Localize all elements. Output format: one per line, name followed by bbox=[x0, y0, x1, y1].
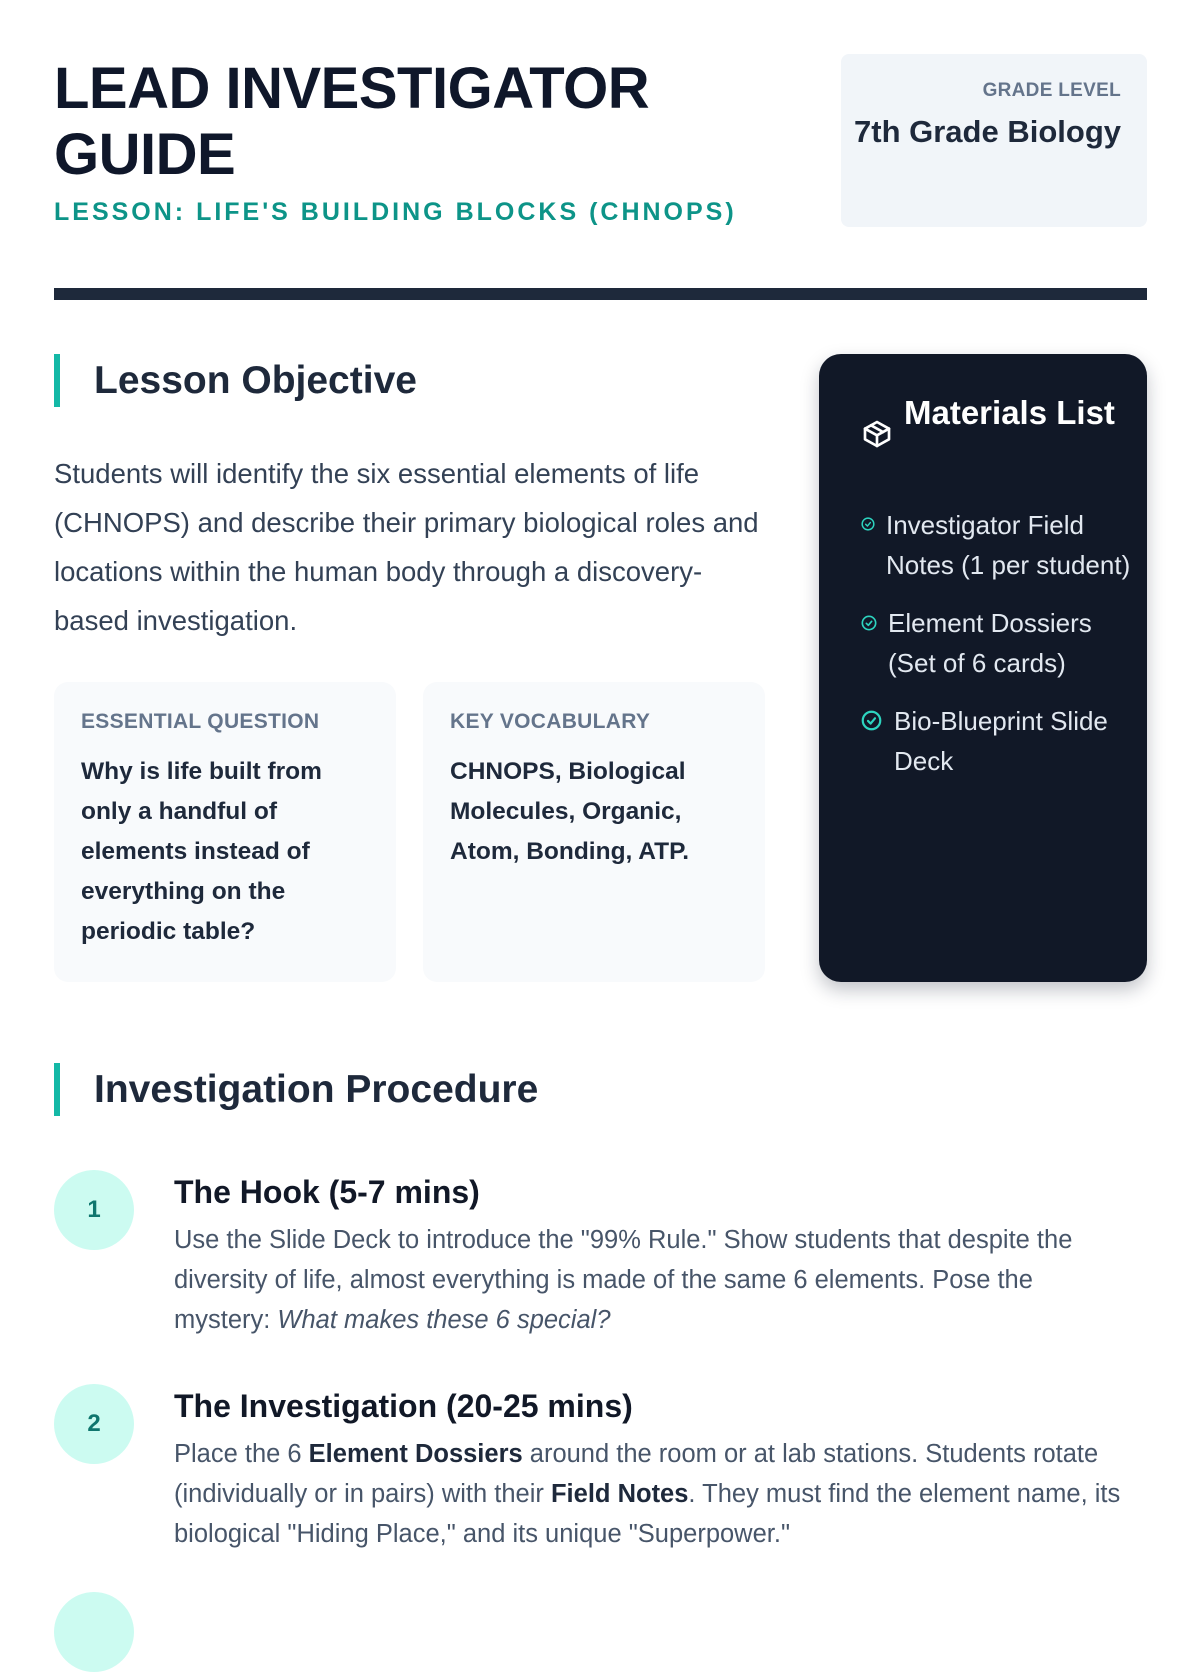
step-number-badge: 1 bbox=[54, 1170, 134, 1250]
lesson-objective-text: Students will identify the six essential elements of life (CHNOPS) and describe their primary biological roles and locations within the human body through a discovery-based investigation. bbox=[54, 458, 759, 636]
step-description-emphasis: What makes these 6 special? bbox=[277, 1306, 611, 1334]
grade-level-box bbox=[841, 54, 1147, 227]
key-vocabulary-text: CHNOPS, Biological Molecules, Organic, Atom, Bonding, ATP. bbox=[450, 758, 690, 865]
materials-item bbox=[861, 603, 1131, 683]
grade-level-value: 7th Grade Biology bbox=[854, 114, 1121, 149]
materials-title: Materials List bbox=[904, 394, 1115, 431]
materials-items bbox=[861, 505, 1131, 799]
guide-header bbox=[54, 54, 1147, 230]
materials-item-text: Investigator Field Notes (1 per student) bbox=[886, 510, 1131, 580]
step-description-text: around the room or at lab stations. Students rotate (individually or in pairs) with their bbox=[174, 1440, 1099, 1508]
step-number-badge: 2 bbox=[54, 1384, 134, 1464]
materials-item bbox=[861, 701, 1131, 781]
step-description-text: Use the Slide Deck to introduce the "99% Rule." Show students that despite the diversity of life, almost everything is made of the same 6 elements. Pose the mystery: bbox=[174, 1226, 1073, 1334]
investigation-procedure-heading: Investigation Procedure bbox=[54, 1063, 538, 1116]
key-vocabulary-card bbox=[423, 682, 765, 982]
step-number-badge-partial bbox=[54, 1592, 134, 1672]
step-description-bold: Element Dossiers bbox=[308, 1440, 523, 1468]
essential-question-text: Why is life built from only a handful of elements instead of everything on the periodic table? bbox=[81, 758, 322, 945]
essential-question-card bbox=[54, 682, 396, 982]
step-title: The Hook (5-7 mins) bbox=[174, 1174, 480, 1210]
step-description-text: Place the 6 bbox=[174, 1440, 309, 1468]
materials-header bbox=[861, 390, 1117, 486]
check-circle-icon bbox=[861, 710, 882, 731]
page-title: LEAD INVESTIGATOR GUIDE bbox=[54, 56, 650, 187]
box-icon bbox=[861, 418, 893, 450]
key-vocabulary-label: KEY VOCABULARY bbox=[450, 710, 651, 733]
step-description-text: . They must find the element name, its biological "Hiding Place," and its unique "Superpower." bbox=[174, 1480, 1121, 1548]
grade-level-label: GRADE LEVEL bbox=[982, 80, 1121, 101]
materials-item-text: Bio-Blueprint Slide Deck bbox=[894, 706, 1108, 776]
step-description-bold: Field Notes bbox=[550, 1480, 689, 1508]
materials-item-text: Element Dossiers (Set of 6 cards) bbox=[888, 608, 1092, 678]
step-description bbox=[174, 1434, 1129, 1554]
lesson-objective-heading: Lesson Objective bbox=[54, 354, 417, 407]
essential-question-label: ESSENTIAL QUESTION bbox=[81, 710, 320, 733]
materials-item bbox=[861, 505, 1131, 585]
lesson-subtitle: LESSON: LIFE'S BUILDING BLOCKS (CHNOPS) bbox=[54, 198, 737, 226]
step-description bbox=[174, 1220, 1129, 1340]
header-divider bbox=[54, 288, 1147, 300]
check-circle-icon bbox=[861, 615, 877, 631]
check-circle-icon bbox=[861, 517, 875, 531]
step-title: The Investigation (20-25 mins) bbox=[174, 1388, 633, 1424]
